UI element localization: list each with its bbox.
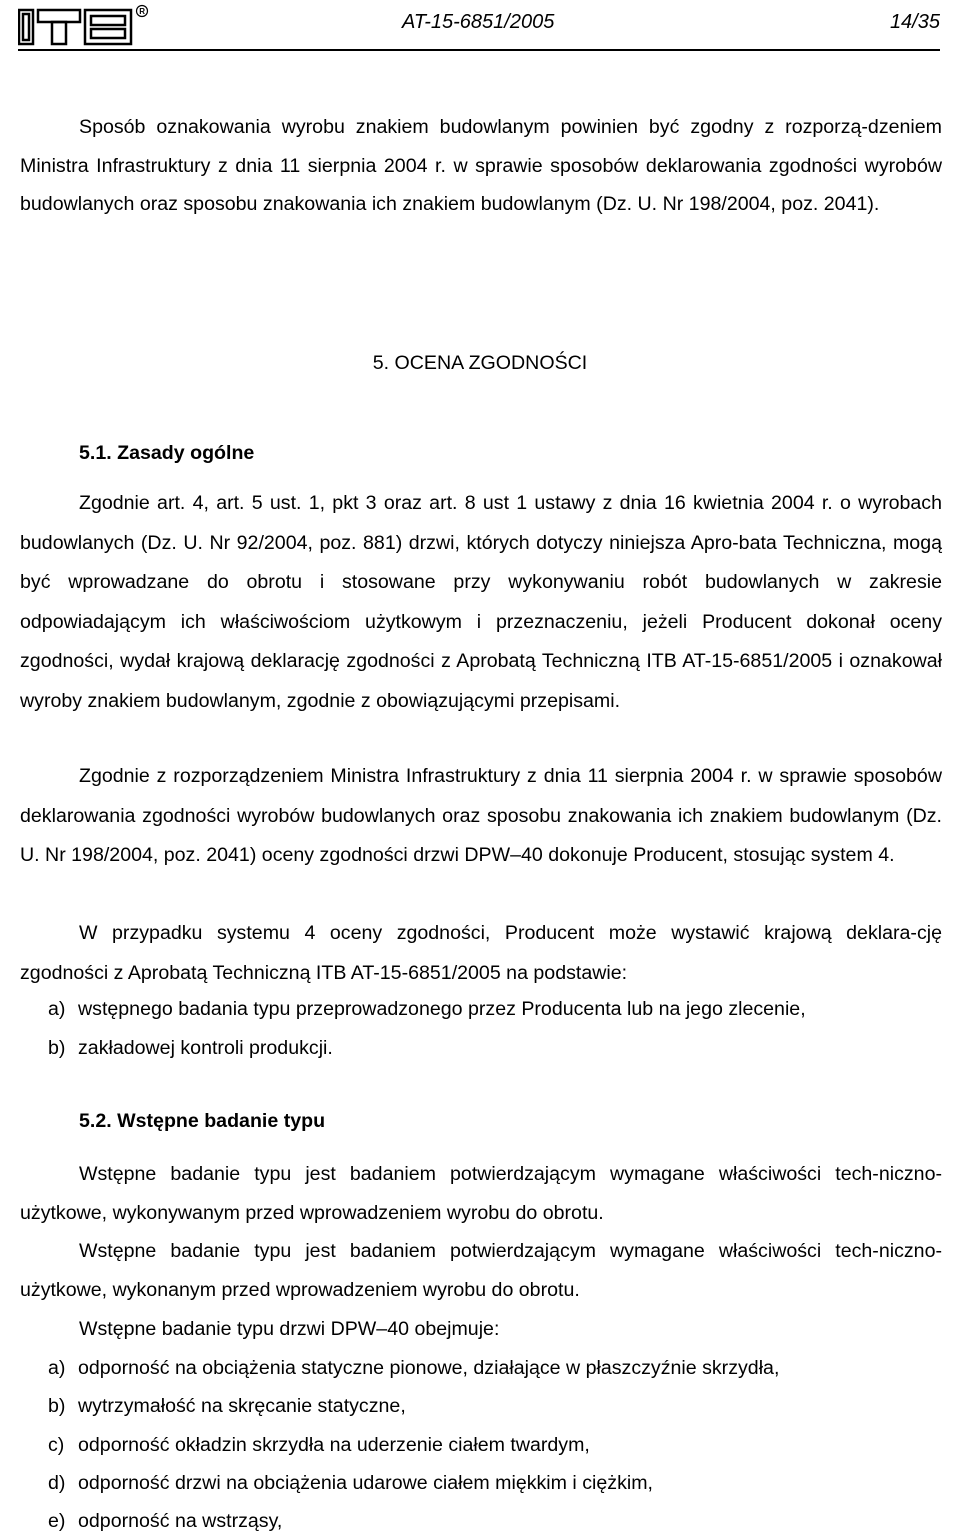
header-divider: [18, 49, 940, 51]
paragraph-type-testing-scope: Wstępne badanie typu drzwi DPW–40 obejmuje:: [79, 1318, 500, 1340]
paragraph-marking: Sposób oznakowania wyrobu znakiem budowlanym powinien być zgodny z rozporzą-dzeniem Ministra Infrastruktury z dnia 11 sierpnia 2004 r. w sprawie sposobów deklarowania zgodności wyrobów budowlanych oraz sposobu znakowania ich znakiem budowlanym (Dz. U. Nr 198/2004, poz. 2041).: [20, 116, 942, 216]
list-marker: c): [48, 1434, 65, 1456]
document-number: AT-15-6851/2005: [402, 11, 555, 33]
list-item-text: odporność okładzin skrzydła na uderzenie ciałem twardym,: [78, 1434, 590, 1456]
subsection-heading-general: 5.1. Zasady ogólne: [79, 442, 255, 464]
list-marker: a): [48, 1357, 66, 1379]
list-marker: d): [48, 1472, 66, 1494]
list-marker: b): [48, 1395, 66, 1417]
list-marker: e): [48, 1510, 66, 1532]
list-item: [48, 1034, 333, 1062]
paragraph-system4: W przypadku systemu 4 oceny zgodności, Producent może wystawić krajową deklara-cję zgodności z Aprobatą Techniczną ITB AT-15-6851/2005 na podstawie:: [20, 922, 942, 984]
svg-text:R: R: [139, 7, 146, 17]
page-header: [0, 0, 960, 52]
list-marker: a): [48, 998, 66, 1020]
paragraph-regulation: Zgodnie z rozporządzeniem Ministra Infrastruktury z dnia 11 sierpnia 2004 r. w sprawie sposobów deklarowania zgodności wyrobów budowlanych oraz sposobu znakowania ich znakiem budowlanym (Dz. U. Nr 198/2004, poz. 2041) oceny zgodności drzwi DPW–40 dokonuje Producent, stosując system 4.: [20, 765, 942, 867]
list-item-text: odporność drzwi na obciążenia udarowe ciałem miękkim i ciężkim,: [78, 1472, 653, 1494]
list-item-text: odporność na obciążenia statyczne pionowe, działające w płaszczyźnie skrzydła,: [78, 1357, 780, 1379]
list-item: [48, 1469, 653, 1497]
itb-logo: [18, 4, 150, 46]
list-item-text: zakładowej kontroli produkcji.: [78, 1037, 333, 1059]
page-number: 14/35: [889, 11, 940, 33]
list-item: [48, 1507, 282, 1535]
paragraph-legal-basis: Zgodnie art. 4, art. 5 ust. 1, pkt 3 oraz art. 8 ust 1 ustawy z dnia 16 kwietnia 2004 r. o wyrobach budowlanych (Dz. U. Nr 92/2004, poz. 881) drzwi, których dotyczy niniejsza Apro-bata Techniczna, mogą być wprowadzane do obrotu i stosowane przy wykonywaniu robót budowlanych w zakresie odpowiadającym ich właściwościom użytkowym i przeznaczeniu, jeżeli Producent dokonał oceny zgodności, wydał krajową deklarację zgodności z Aprobatą Techniczną ITB AT-15-6851/2005 i oznakował wyroby znakiem budowlanym, zgodnie z obowiązującymi przepisami.: [20, 492, 942, 712]
list-item-text: odporność na wstrząsy,: [78, 1510, 283, 1532]
paragraph-type-testing-2: Wstępne badanie typu jest badaniem potwierdzającym wymagane właściwości tech-niczno-użytkowe, wykonanym przed wprowadzeniem wyrobu do obrotu.: [20, 1240, 942, 1301]
paragraph-type-testing-1: Wstępne badanie typu jest badaniem potwierdzającym wymagane właściwości tech-niczno-użytkowe, wykonywanym przed wprowadzeniem wyrobu do obrotu.: [20, 1163, 942, 1224]
list-item: [48, 1431, 590, 1459]
list-marker: b): [48, 1037, 66, 1059]
list-item: [48, 1354, 779, 1382]
subsection-heading-type-testing: 5.2. Wstępne badanie typu: [79, 1110, 326, 1132]
list-item: [48, 995, 806, 1023]
list-item-text: wstępnego badania typu przeprowadzonego przez Producenta lub na jego zlecenie,: [78, 998, 806, 1020]
list-item-text: wytrzymałość na skręcanie statyczne,: [78, 1395, 406, 1417]
list-item: [48, 1392, 406, 1420]
section-heading-conformity: 5. OCENA ZGODNOŚCI: [372, 352, 588, 374]
